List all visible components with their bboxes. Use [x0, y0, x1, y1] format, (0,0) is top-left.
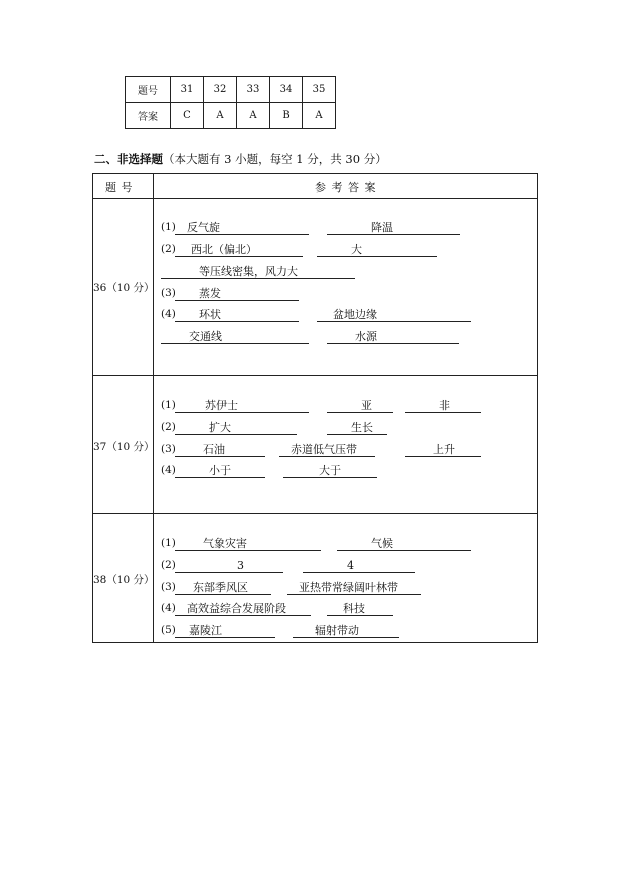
multiple-choice-answer-table [125, 76, 336, 129]
answer-text: 扩大 [209, 421, 231, 434]
answer-row [126, 103, 336, 129]
answer-text: 赤道低气压带 [291, 443, 357, 456]
sub-number: (5) [161, 624, 176, 636]
answer-cell: A [303, 103, 336, 129]
answer-blank [337, 537, 471, 551]
sub-number: (4) [161, 602, 176, 614]
section-heading [94, 151, 387, 167]
sub-number: (1) [161, 537, 176, 549]
answer-blank [327, 421, 387, 435]
answer-blank [175, 221, 309, 235]
answer-blank [327, 221, 460, 235]
row-label-answer: 答案 [126, 103, 171, 129]
header-divider [93, 198, 537, 199]
answer-text: 科技 [343, 602, 365, 615]
row-divider [93, 513, 537, 514]
sub-number: (2) [161, 243, 176, 255]
question-38-label: 38（10 分） [93, 574, 155, 586]
answer-blank [303, 559, 415, 573]
answer-blank [283, 464, 377, 478]
answer-text: 嘉陵江 [189, 624, 222, 637]
answer-blank [175, 559, 283, 573]
answer-blank [327, 330, 459, 344]
sub-number: (4) [161, 308, 176, 320]
answer-text: 等压线密集，风力大 [199, 265, 298, 278]
answer-text: 辐射带动 [315, 624, 359, 637]
answer-blank [161, 265, 355, 279]
answer-text: 亚热带常绿阔叶林带 [299, 581, 398, 594]
row-divider [93, 375, 537, 376]
answer-text: 亚 [361, 399, 372, 412]
answer-blank [175, 399, 309, 413]
reference-answer-table [92, 173, 538, 643]
answer-blank [175, 581, 271, 595]
question-number-cell: 31 [171, 77, 204, 103]
answer-blank [327, 602, 393, 616]
answer-blank [175, 537, 321, 551]
answer-blank [175, 421, 297, 435]
answer-blank [405, 443, 481, 457]
answer-cell: B [270, 103, 303, 129]
answer-text: 小于 [209, 464, 231, 477]
answer-text: 盆地边缘 [333, 308, 377, 321]
answer-cell: A [204, 103, 237, 129]
answer-text: 高效益综合发展阶段 [187, 602, 286, 615]
answer-text: 非 [439, 399, 450, 412]
answer-text: 大 [351, 243, 362, 256]
row-label-question-number: 题号 [126, 77, 171, 103]
header-reference-answer: 参 考 答 案 [315, 181, 377, 194]
answer-text: 石油 [203, 443, 225, 456]
answer-cell: C [171, 103, 204, 129]
sub-number: (2) [161, 421, 176, 433]
column-divider [153, 174, 154, 642]
answer-blank [175, 243, 303, 257]
answer-blank [175, 624, 275, 638]
answer-text: 反气旋 [187, 221, 220, 234]
sub-number: (2) [161, 559, 176, 571]
answer-text: 气象灾害 [203, 537, 247, 550]
question-number-cell: 32 [204, 77, 237, 103]
answer-blank [405, 399, 481, 413]
sub-number: (1) [161, 399, 176, 411]
sub-number: (4) [161, 464, 176, 476]
answer-blank [161, 330, 309, 344]
answer-text: 气候 [371, 537, 393, 550]
sub-number: (3) [161, 287, 176, 299]
answer-blank [279, 443, 375, 457]
answer-blank [175, 464, 265, 478]
question-number-row [126, 77, 336, 103]
answer-text: 东部季风区 [193, 581, 248, 594]
sub-number: (3) [161, 443, 176, 455]
answer-cell: A [237, 103, 270, 129]
answer-blank [175, 308, 299, 322]
answer-blank [327, 399, 393, 413]
question-36-label: 36（10 分） [93, 282, 155, 294]
sub-number: (1) [161, 221, 176, 233]
answer-text: 环状 [199, 308, 221, 321]
answer-text: 蒸发 [199, 287, 221, 300]
answer-text: 交通线 [189, 330, 222, 343]
answer-text: 大于 [319, 464, 341, 477]
question-number-cell: 33 [237, 77, 270, 103]
header-question-number: 题 号 [105, 181, 134, 194]
answer-text: 水源 [355, 330, 377, 343]
sub-number: (3) [161, 581, 176, 593]
question-number-cell: 34 [270, 77, 303, 103]
section-subtitle: （本大题有 3 小题，每空 1 分，共 30 分） [163, 152, 387, 166]
answer-blank [175, 443, 265, 457]
answer-blank [293, 624, 399, 638]
answer-text: 苏伊士 [205, 399, 238, 412]
answer-text: 4 [347, 559, 354, 572]
answer-text: 生长 [351, 421, 373, 434]
answer-text: 降温 [371, 221, 393, 234]
answer-blank [175, 602, 311, 616]
answer-blank [317, 308, 471, 322]
answer-text: 西北（偏北） [191, 243, 257, 256]
answer-text: 上升 [433, 443, 455, 456]
section-title: 二、非选择题 [94, 152, 163, 166]
question-37-label: 37（10 分） [93, 441, 155, 453]
question-number-cell: 35 [303, 77, 336, 103]
answer-blank [287, 581, 421, 595]
answer-blank [175, 287, 299, 301]
answer-text: 3 [237, 559, 244, 572]
answer-blank [317, 243, 437, 257]
